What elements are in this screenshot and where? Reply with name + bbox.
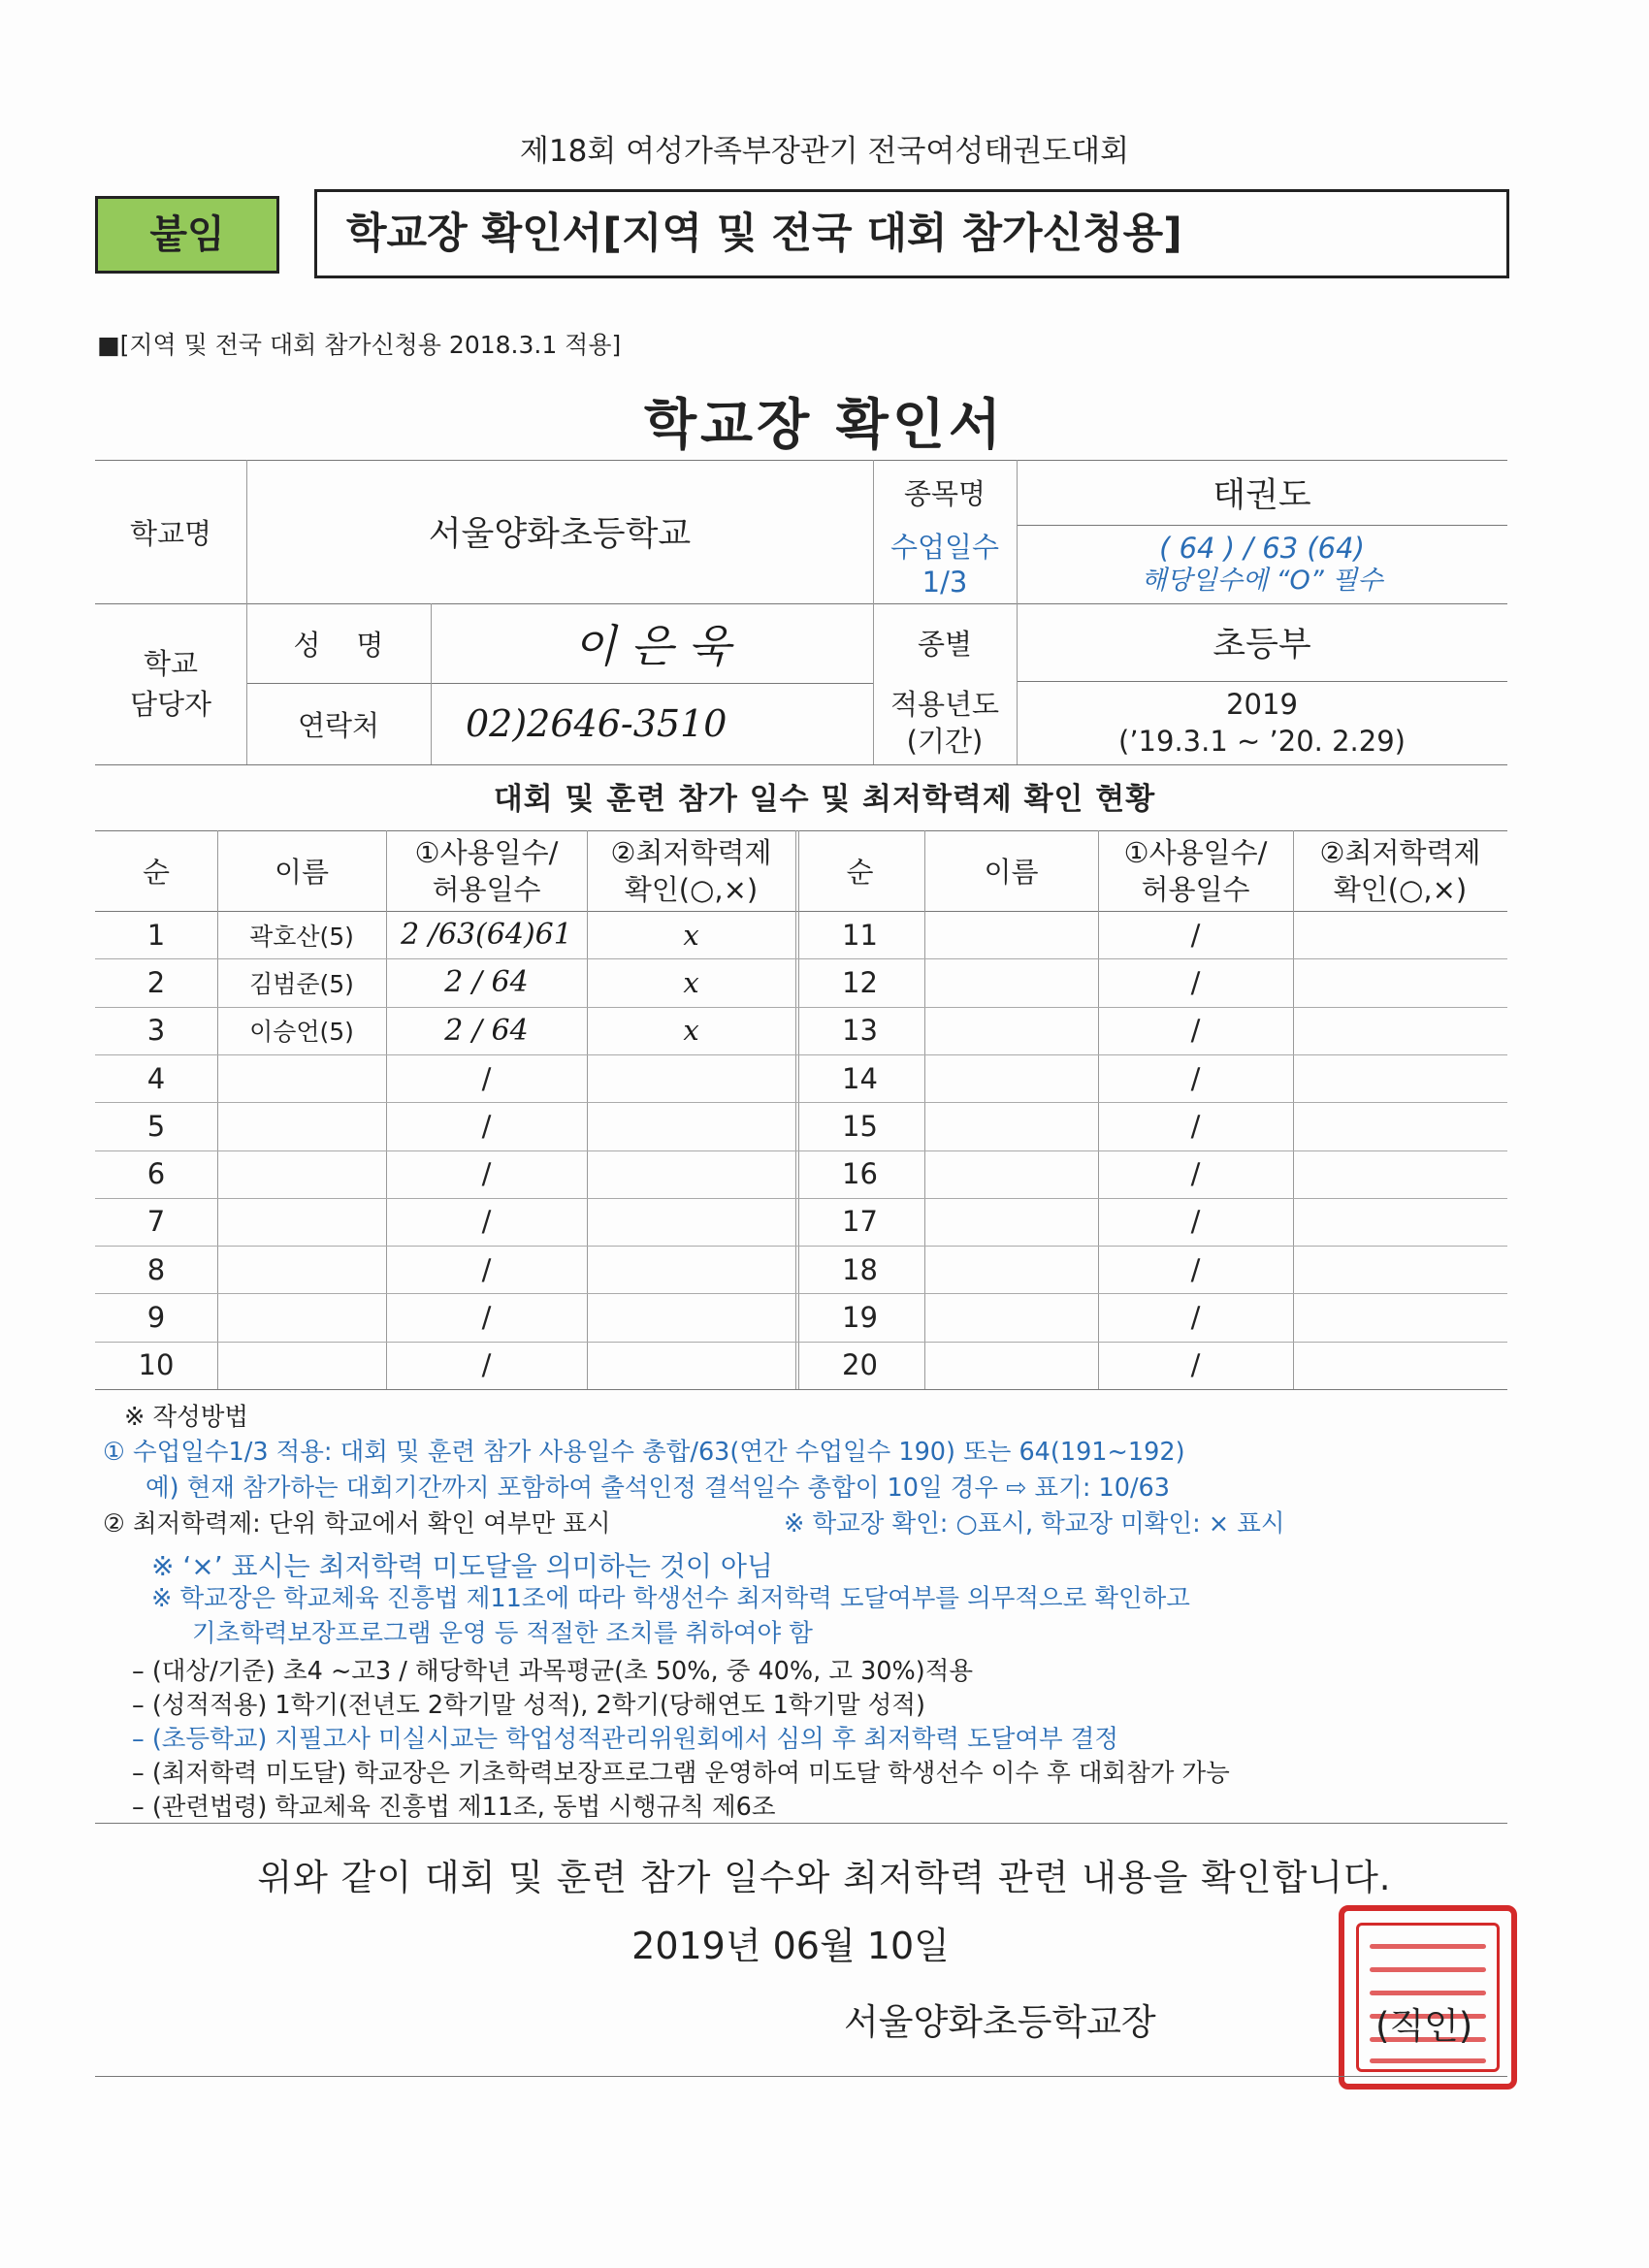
class-days-value: [1017, 525, 1507, 603]
right-row-1-days: /: [1190, 918, 1201, 952]
left-row-4-days: /: [481, 1061, 492, 1095]
right-row-7-check: [1293, 1198, 1507, 1246]
right-row-10-check: [1293, 1342, 1507, 1389]
division-label: 종별: [917, 627, 973, 661]
phone-value-handwritten: 02)2646-3510: [466, 702, 728, 745]
left-row-6-name: [217, 1150, 386, 1198]
contact-person-label-line2: 담당자: [129, 688, 212, 721]
right-row-5-days: /: [1190, 1109, 1201, 1143]
left-row-9-check: [587, 1293, 795, 1341]
left-row-6-check: [587, 1150, 795, 1198]
header-min-line1: ②최저학력제: [610, 835, 772, 869]
year-label-line2: (기간): [906, 725, 984, 758]
header-days-line1: ①사용일수/: [414, 835, 559, 869]
right-row-8-check: [1293, 1246, 1507, 1293]
right-row-1-check: [1293, 911, 1507, 958]
note-line-10: – (최저학력 미도달) 학교장은 기초학력보장프로그램 운영하여 미도달 학생선수 이수 후 대회참가 가능: [132, 1759, 1230, 1788]
header-min-line2: 확인(○,×): [624, 872, 759, 906]
right-row-4-name: [924, 1054, 1098, 1102]
left-row-8-name: [217, 1246, 386, 1293]
header-no-right: 순: [846, 856, 874, 889]
right-row-8-no: 18: [842, 1252, 878, 1286]
contact-person-label-line1: 학교: [143, 647, 199, 680]
left-row-4-name: [217, 1054, 386, 1102]
note-line-1: ① 수업일수1/3 적용: 대회 및 훈련 참가 사용일수 총합/63(연간 수업일수 190) 또는 64(191~192): [103, 1438, 1185, 1467]
left-row-1-no: 1: [146, 918, 166, 952]
left-row-10-no: 10: [138, 1348, 175, 1382]
note-line-5: ※ 학교장은 학교체육 진흥법 제11조에 따라 학생선수 최저학력 도달여부를 의무적으로 확인하고: [151, 1584, 1190, 1613]
left-row-1-name: 곽호산(5): [249, 922, 354, 951]
note-line-6: 기초학력보장프로그램 운영 등 적절한 조치를 취하여야 함: [192, 1619, 813, 1648]
right-row-9-days: /: [1190, 1301, 1201, 1335]
right-row-10-days: /: [1190, 1348, 1201, 1382]
right-row-2-check: [1293, 958, 1507, 1006]
header-min-line1: ②최저학력제: [1319, 835, 1481, 869]
header-no-left: 순: [142, 856, 170, 889]
notes-heading: ※ 작성방법: [124, 1403, 249, 1432]
right-row-9-name: [924, 1293, 1098, 1341]
left-row-8-check: [587, 1246, 795, 1293]
name-label: 성 명: [293, 628, 384, 662]
right-row-6-days: /: [1190, 1157, 1201, 1191]
right-row-5-no: 15: [842, 1109, 878, 1143]
right-row-7-name: [924, 1198, 1098, 1246]
left-row-1-check: x: [683, 918, 699, 952]
right-row-3-days: /: [1190, 1014, 1201, 1048]
division-value: 초등부: [1212, 626, 1311, 664]
right-row-2-name: [924, 958, 1098, 1006]
header-min-left: [587, 830, 795, 911]
left-row-9-days: /: [481, 1301, 492, 1335]
left-row-3-name: 이승언(5): [249, 1018, 354, 1047]
left-row-4-no: 4: [146, 1061, 166, 1095]
issue-date: 2019년 06월 10일: [631, 1925, 950, 1967]
left-row-2-check: x: [683, 965, 699, 999]
header-min-right: [1293, 830, 1507, 911]
right-row-6-check: [1293, 1150, 1507, 1198]
note-line-3b: ※ 학교장 확인: ○표시, 학교장 미확인: × 표시: [784, 1509, 1285, 1539]
left-row-3-days: 2 / 64: [444, 1013, 529, 1048]
header-days-right: [1098, 830, 1293, 911]
year-period: (’19.3.1 ~ ’20. 2.29): [1118, 725, 1406, 758]
note-line-7: – (대상/기준) 초4 ~고3 / 해당학년 과목평균(초 50%, 중 40%, 고 30%)적용: [132, 1657, 973, 1686]
left-row-2-days: 2 / 64: [444, 965, 529, 1000]
right-row-3-no: 13: [842, 1014, 878, 1048]
left-row-9-no: 9: [146, 1301, 166, 1335]
right-row-10-no: 20: [842, 1348, 878, 1382]
left-row-3-no: 3: [146, 1014, 166, 1048]
attachment-badge: 붙임: [95, 196, 279, 274]
left-row-6-days: /: [481, 1157, 492, 1191]
right-row-8-name: [924, 1246, 1098, 1293]
left-row-7-check: [587, 1198, 795, 1246]
left-row-2-name: 김범준(5): [249, 969, 354, 998]
contact-person-label: [95, 603, 246, 764]
class-days-label: [873, 525, 1017, 603]
year-label: [873, 681, 1017, 764]
left-row-8-no: 8: [146, 1252, 166, 1286]
right-row-2-no: 12: [842, 965, 878, 999]
class-days-label-line2: 1/3: [922, 565, 968, 599]
right-row-6-name: [924, 1150, 1098, 1198]
right-row-10-name: [924, 1342, 1098, 1389]
right-row-4-days: /: [1190, 1061, 1201, 1095]
note-line-3a: ② 최저학력제: 단위 학교에서 확인 여부만 표시: [103, 1509, 611, 1539]
right-row-4-check: [1293, 1054, 1507, 1102]
form-title: 학교장 확인서: [643, 394, 1006, 457]
left-row-10-check: [587, 1342, 795, 1389]
left-row-10-name: [217, 1342, 386, 1389]
left-row-7-no: 7: [146, 1205, 166, 1239]
right-row-1-no: 11: [842, 918, 878, 952]
left-row-6-no: 6: [146, 1157, 166, 1191]
class-days-note: 해당일수에 “O” 필수: [1141, 565, 1383, 596]
principal-title: 서울양화초등학교장: [844, 2001, 1156, 2043]
year-number: 2019: [1226, 688, 1298, 721]
class-days-label-line1: 수업일수: [889, 530, 1000, 564]
confirmation-statement: 위와 같이 대회 및 훈련 참가 일수와 최저학력 관련 내용을 확인합니다.: [257, 1857, 1392, 1898]
left-row-2-no: 2: [146, 965, 166, 999]
header-days-line1: ①사용일수/: [1123, 835, 1268, 869]
right-row-1-name: [924, 911, 1098, 958]
phone-label: 연락처: [297, 708, 380, 742]
applies-note: ■[지역 및 전국 대회 참가신청용 2018.3.1 적용]: [97, 331, 622, 359]
event-label: 종목명: [903, 477, 986, 510]
right-row-9-check: [1293, 1293, 1507, 1341]
year-label-line1: 적용년도: [889, 688, 1000, 721]
school-name-value: 서울양화초등학교: [428, 515, 692, 554]
left-row-10-days: /: [481, 1348, 492, 1382]
header-days-line2: 허용일수: [432, 872, 541, 906]
right-row-3-check: [1293, 1007, 1507, 1054]
left-row-5-no: 5: [146, 1109, 166, 1143]
participation-table-title: 대회 및 훈련 참가 일수 및 최저학력제 확인 현황: [493, 782, 1156, 817]
left-row-8-days: /: [481, 1252, 492, 1286]
left-row-5-name: [217, 1102, 386, 1150]
header-days-line2: 허용일수: [1141, 872, 1250, 906]
competition-title: 제18회 여성가족부장관기 전국여성태권도대회: [519, 134, 1130, 169]
year-value: [1017, 681, 1507, 764]
right-row-9-no: 19: [842, 1301, 878, 1335]
header-min-line2: 확인(○,×): [1333, 872, 1468, 906]
right-row-8-days: /: [1190, 1252, 1201, 1286]
right-row-4-no: 14: [842, 1061, 878, 1095]
right-row-5-name: [924, 1102, 1098, 1150]
left-row-7-name: [217, 1198, 386, 1246]
note-line-9: – (초등학교) 지필고사 미실시교는 학업성적관리위원회에서 심의 후 최저학력 도달여부 결정: [132, 1725, 1119, 1754]
note-line-4: ※ ‘×’ 표시는 최저학력 미도달을 의미하는 것이 아님: [151, 1550, 773, 1582]
event-value: 태권도: [1212, 475, 1311, 515]
left-row-3-check: x: [683, 1014, 699, 1048]
school-name-label: 학교명: [129, 516, 212, 550]
header-name-right: 이름: [984, 856, 1039, 889]
right-row-2-days: /: [1190, 965, 1201, 999]
left-row-9-name: [217, 1293, 386, 1341]
name-value-handwritten: 이 은 욱: [572, 620, 731, 672]
left-row-1-days: 2 /63(64)61: [401, 918, 572, 953]
note-line-2: 예) 현재 참가하는 대회기간까지 포함하여 출석인정 결석일수 총합이 10일 경우 ⇨ 표기: 10/63: [146, 1474, 1170, 1503]
right-row-7-days: /: [1190, 1205, 1201, 1239]
note-line-8: – (성적적용) 1학기(전년도 2학기말 성적), 2학기(당해연도 1학기말 성적): [132, 1691, 926, 1720]
seal-label: (직인): [1375, 2005, 1473, 2047]
right-row-5-check: [1293, 1102, 1507, 1150]
left-row-7-days: /: [481, 1205, 492, 1239]
left-row-5-days: /: [481, 1109, 492, 1143]
right-row-6-no: 16: [842, 1157, 878, 1191]
right-row-3-name: [924, 1007, 1098, 1054]
left-row-5-check: [587, 1102, 795, 1150]
header-days-left: [386, 830, 587, 911]
left-row-4-check: [587, 1054, 795, 1102]
document-title-box: 학교장 확인서[지역 및 전국 대회 참가신청용]: [314, 189, 1509, 278]
header-name-left: 이름: [274, 856, 330, 889]
note-line-11: – (관련법령) 학교체육 진흥법 제11조, 동법 시행규칙 제6조: [132, 1793, 776, 1822]
class-days-count: ( 64 ) / 63 (64): [1159, 531, 1365, 565]
right-row-7-no: 17: [842, 1205, 878, 1239]
